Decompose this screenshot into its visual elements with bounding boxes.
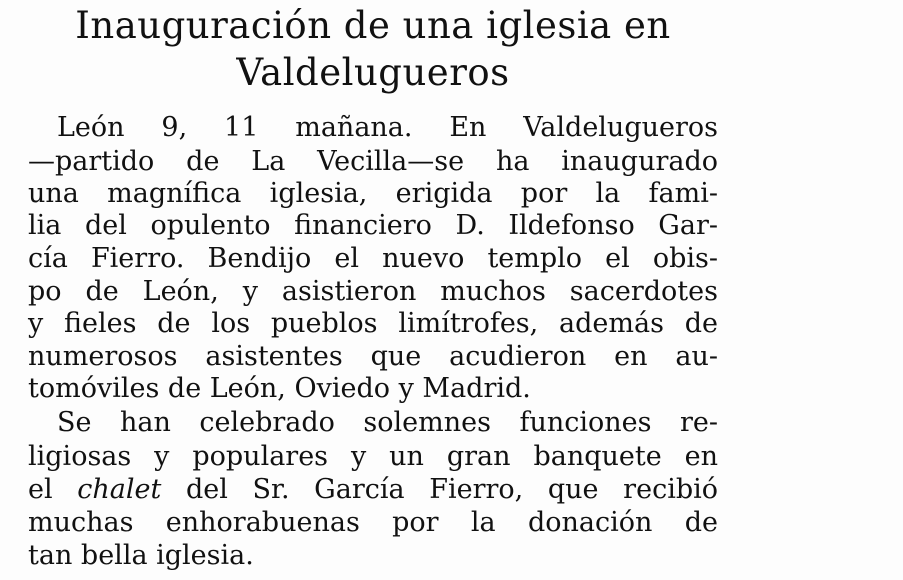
- paragraph-2-line-1: Se han celebrado solemnes funciones re-: [57, 407, 718, 438]
- paragraph-2-line-3-prefix: el: [28, 474, 78, 505]
- chalet-italic: chalet: [77, 474, 162, 505]
- paragraph-1-line-6: po de León, y asistieron muchos sacerdotes: [28, 276, 718, 307]
- paragraph-1-line-4: lia del opulento financiero D. Ildefonso Gar-: [28, 210, 718, 241]
- paragraph-1-line-2: —partido de La Vecilla—se ha inaugurado: [28, 146, 718, 177]
- paragraph-1-line-9: tomóviles de León, Oviedo y Madrid.: [28, 373, 531, 404]
- paragraph-1-line-5: cía Fierro. Bendijo el nuevo templo el obis-: [28, 243, 718, 274]
- paragraph-2-line-5: tan bella iglesia.: [28, 540, 254, 571]
- paragraph-2-line-4: muchas enhorabuenas por la donación de: [28, 507, 718, 538]
- paragraph-2-line-3-suffix: del Sr. García Fierro, que recibió: [161, 474, 718, 505]
- headline-line-2: Valdelugueros: [236, 51, 510, 94]
- paragraph-1-line-7: y fieles de los pueblos limítrofes, además de: [28, 308, 718, 339]
- paragraph-1-line-8: numerosos asistentes que acudieron en au-: [28, 341, 718, 372]
- paragraph-2-line-2: ligiosas y populares y un gran banquete en: [28, 441, 718, 472]
- headline-line-1: Inauguración de una iglesia en: [75, 4, 671, 47]
- paragraph-1-line-3: una magnífica iglesia, erigida por la fami-: [28, 178, 718, 209]
- paragraph-2-line-3: [28, 474, 718, 506]
- paragraph-1-line-1: León 9, 11 mañana. En Valdelugueros: [57, 112, 718, 143]
